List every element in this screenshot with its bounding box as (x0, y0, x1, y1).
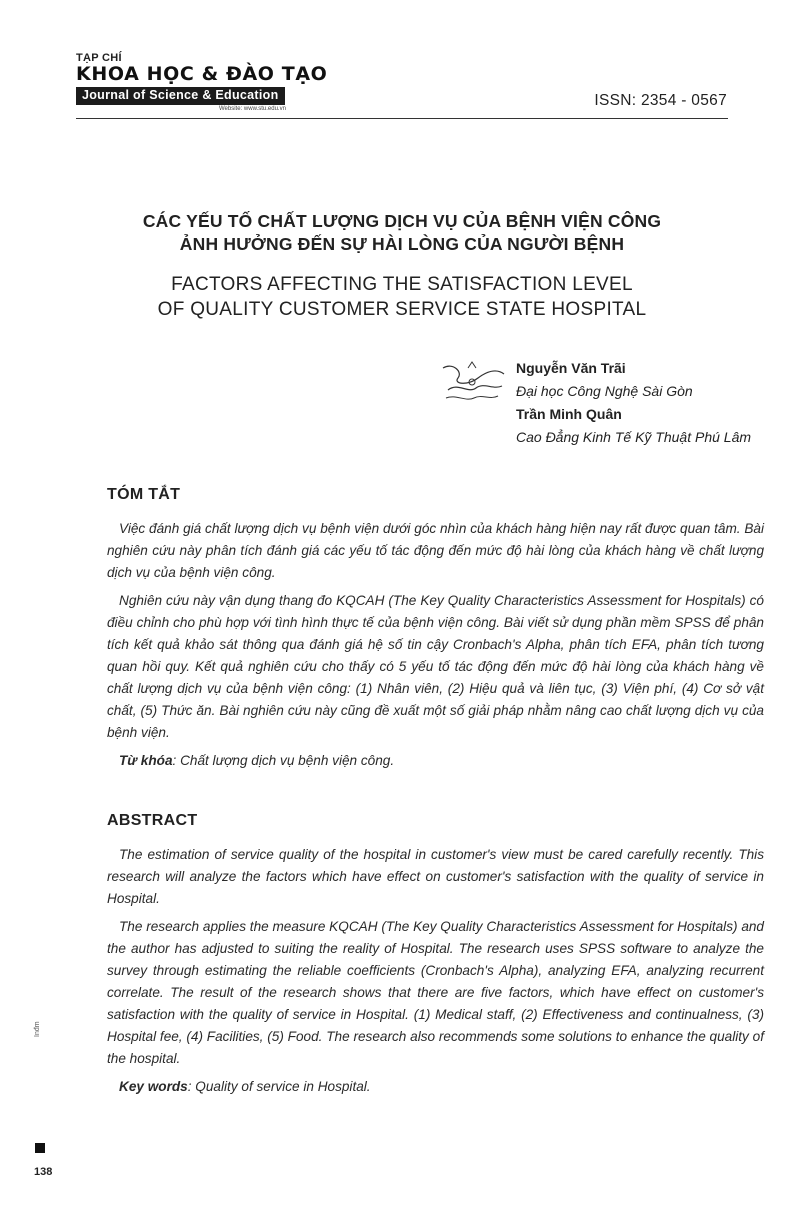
abstract-paragraph-2: The research applies the measure KQCAH (The Key Quality Characteristics Assessment for Hospitals) and the author has adjusted to suiting the reality of Hospital. The research uses SPSS software to analyze the survey through estimating the reliable coefficients (Cronbach's Alpha), analyzing EFA, analyzing recurrent correlate. The result of the research shows that there are five factors, which have effect on customer's satisfaction with the quality of service in Hospital. (1) Medical staff, (2) Effectiveness and continualness, (3) Hospital fee, (4) Facilities, (5) Food. The research also recommends some solutions to enhance the quality of the hospital. (107, 919, 764, 1066)
issn-number: ISSN: 2354 - 0567 (594, 92, 727, 109)
tomtat-paragraph-1: Việc đánh giá chất lượng dịch vụ bệnh viện dưới góc nhìn của khách hàng hiện nay rất được quan tâm. Bài nghiên cứu này phân tích đánh giá các yếu tố tác động đến mức độ hài lòng của khách hàng về chất lượng dịch vụ của bệnh viện công. (107, 521, 764, 580)
tomtat-section (107, 518, 764, 772)
abstract-keywords-text: : Quality of service in Hospital. (187, 1079, 371, 1094)
tomtat-paragraph-2: Nghiên cứu này vận dụng thang đo KQCAH (The Key Quality Characteristics Assessment for Hospitals) có điều chỉnh cho phù hợp với tình hình thực tế của bệnh viện công. Bài viết sử dụng phần mềm SPSS để phân tích kết quả khảo sát thông qua đánh giá hệ số tin cậy Cronbach's Alpha, phân tích EFA, phân tích tương quan hồi quy. Kết quả nghiên cứu cho thấy có 5 yếu tố tác động đến mức độ hài lòng của khách hàng về chất lượng dịch vụ của bệnh viện công: (1) Nhân viên, (2) Hiệu quả và liên tục, (3) Viện phí, (4) Cơ sở vật chất, (5) Thức ăn. Bài nghiên cứu này cũng đề xuất một số giải pháp nhằm nâng cao chất lượng dịch vụ của bệnh viện. (107, 593, 764, 740)
author-2-affiliation: Cao Đẳng Kinh Tế Kỹ Thuật Phú Lâm (516, 429, 752, 445)
tomtat-keywords-text: : Chất lượng dịch vụ bệnh viện công. (172, 753, 395, 768)
page-number: 138 (34, 1166, 53, 1178)
journal-label-small: TẠP CHÍ (76, 52, 122, 64)
abstract-keywords (107, 1076, 764, 1098)
title-vi-line-1: CÁC YẾU TỐ CHẤT LƯỢNG DỊCH VỤ CỦA BỆNH VIỆN CÔNG (142, 211, 662, 231)
title-en-line-1: FACTORS AFFECTING THE SATISFACTION LEVEL (171, 274, 633, 295)
journal-name-english: Journal of Science & Education (76, 87, 285, 105)
journal-name: KHOA HỌC & ĐÀO TẠO (76, 63, 328, 85)
author-2-name: Trần Minh Quân (516, 406, 622, 422)
tomtat-keywords-label: Từ khóa (119, 753, 173, 768)
abstract-keywords-label: Key words (119, 1079, 188, 1094)
title-en-line-2: OF QUALITY CUSTOMER SERVICE STATE HOSPITAL (157, 299, 647, 320)
author-1-affiliation: Đại học Công Nghệ Sài Gòn (516, 383, 693, 399)
flourish-ornament-icon (438, 360, 508, 405)
header-rule (76, 118, 728, 119)
abstract-section (107, 844, 764, 1098)
journal-masthead (76, 52, 336, 113)
abstract-paragraph-1: The estimation of service quality of the hospital in customer's view must be cared carefully recently. This research will analyze the factors which have effect on customer's satisfaction with the quality of service in Hospital. (107, 847, 764, 906)
tomtat-keywords (107, 750, 764, 772)
author-list (516, 357, 751, 449)
margin-label: Inđm (34, 1021, 41, 1037)
tomtat-heading: TÓM TẮT (107, 486, 181, 503)
page-marker-square (35, 1143, 45, 1153)
title-vi-line-2: ẢNH HƯỞNG ĐẾN SỰ HÀI LÒNG CỦA NGƯỜI BỆNH (179, 234, 625, 254)
title-english (76, 272, 728, 322)
abstract-heading: ABSTRACT (107, 812, 198, 829)
title-vietnamese (76, 210, 728, 256)
journal-website: Website: www.stu.edu.vn (219, 106, 286, 112)
author-1-name: Nguyễn Văn Trãi (516, 360, 626, 376)
